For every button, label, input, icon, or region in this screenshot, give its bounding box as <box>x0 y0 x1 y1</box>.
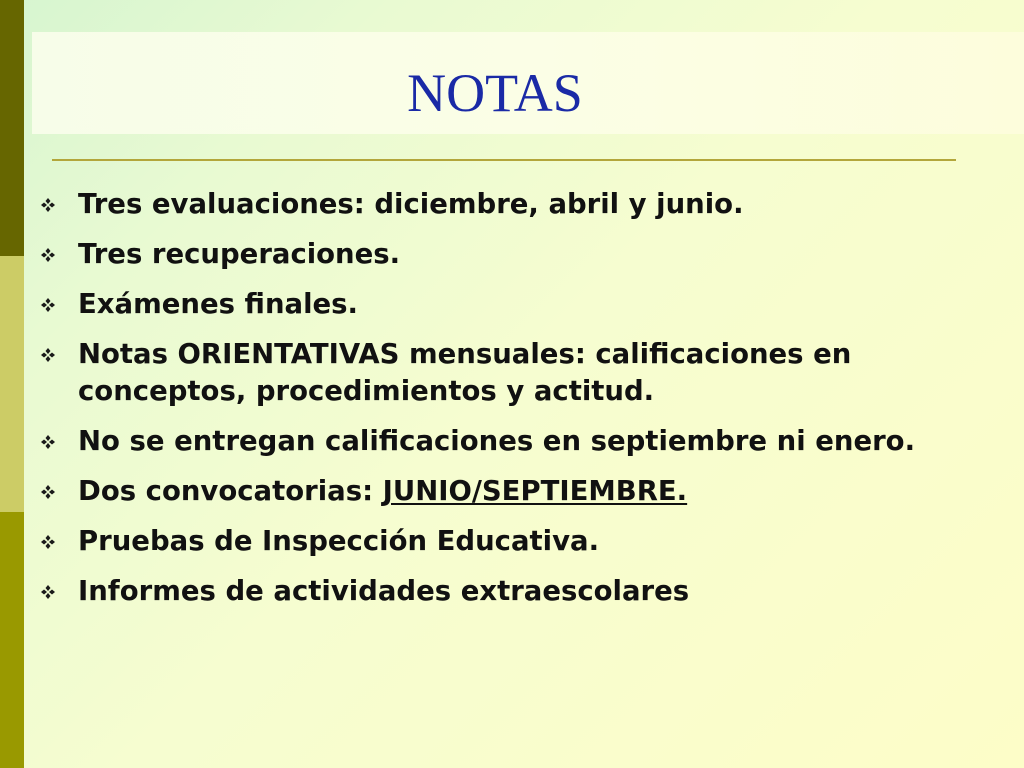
four-diamond-bullet-icon <box>40 247 56 263</box>
bullet-text: Exámenes finales. <box>78 288 358 320</box>
bullet-item <box>40 573 1010 610</box>
four-diamond-bullet-icon <box>40 197 56 213</box>
bullet-item <box>40 236 1010 273</box>
bullet-text: Dos convocatorias: <box>78 475 383 507</box>
four-diamond-bullet-icon <box>40 434 56 450</box>
slide-title: NOTAS <box>407 63 583 123</box>
bullet-text: Notas ORIENTATIVAS mensuales: calificaciones en conceptos, procedimientos y actitud. <box>78 338 852 407</box>
bullet-text: No se entregan calificaciones en septiembre ni enero. <box>78 425 916 457</box>
bullet-text: Tres recuperaciones. <box>78 238 401 270</box>
bullet-list <box>40 186 1010 623</box>
accent-bar-middle-segment <box>0 256 24 512</box>
four-diamond-bullet-icon <box>40 534 56 550</box>
accent-bar-top-segment <box>0 0 24 256</box>
four-diamond-bullet-icon <box>40 347 56 363</box>
bullet-item <box>40 336 1010 410</box>
four-diamond-bullet-icon <box>40 584 56 600</box>
bullet-text: Informes de actividades extraescolares <box>78 575 690 607</box>
bullet-item <box>40 186 1010 223</box>
bullet-underlined-text: JUNIO/SEPTIEMBRE. <box>382 475 688 507</box>
bullet-item <box>40 473 1010 510</box>
bullet-item <box>40 523 1010 560</box>
bullet-text: Tres evaluaciones: diciembre, abril y junio. <box>78 188 744 220</box>
accent-bar-bottom-segment <box>0 512 24 768</box>
bullet-item <box>40 286 1010 323</box>
bullet-text: Pruebas de Inspección Educativa. <box>78 525 600 557</box>
title-divider <box>52 159 956 161</box>
bullet-item <box>40 423 1010 460</box>
four-diamond-bullet-icon <box>40 484 56 500</box>
four-diamond-bullet-icon <box>40 297 56 313</box>
